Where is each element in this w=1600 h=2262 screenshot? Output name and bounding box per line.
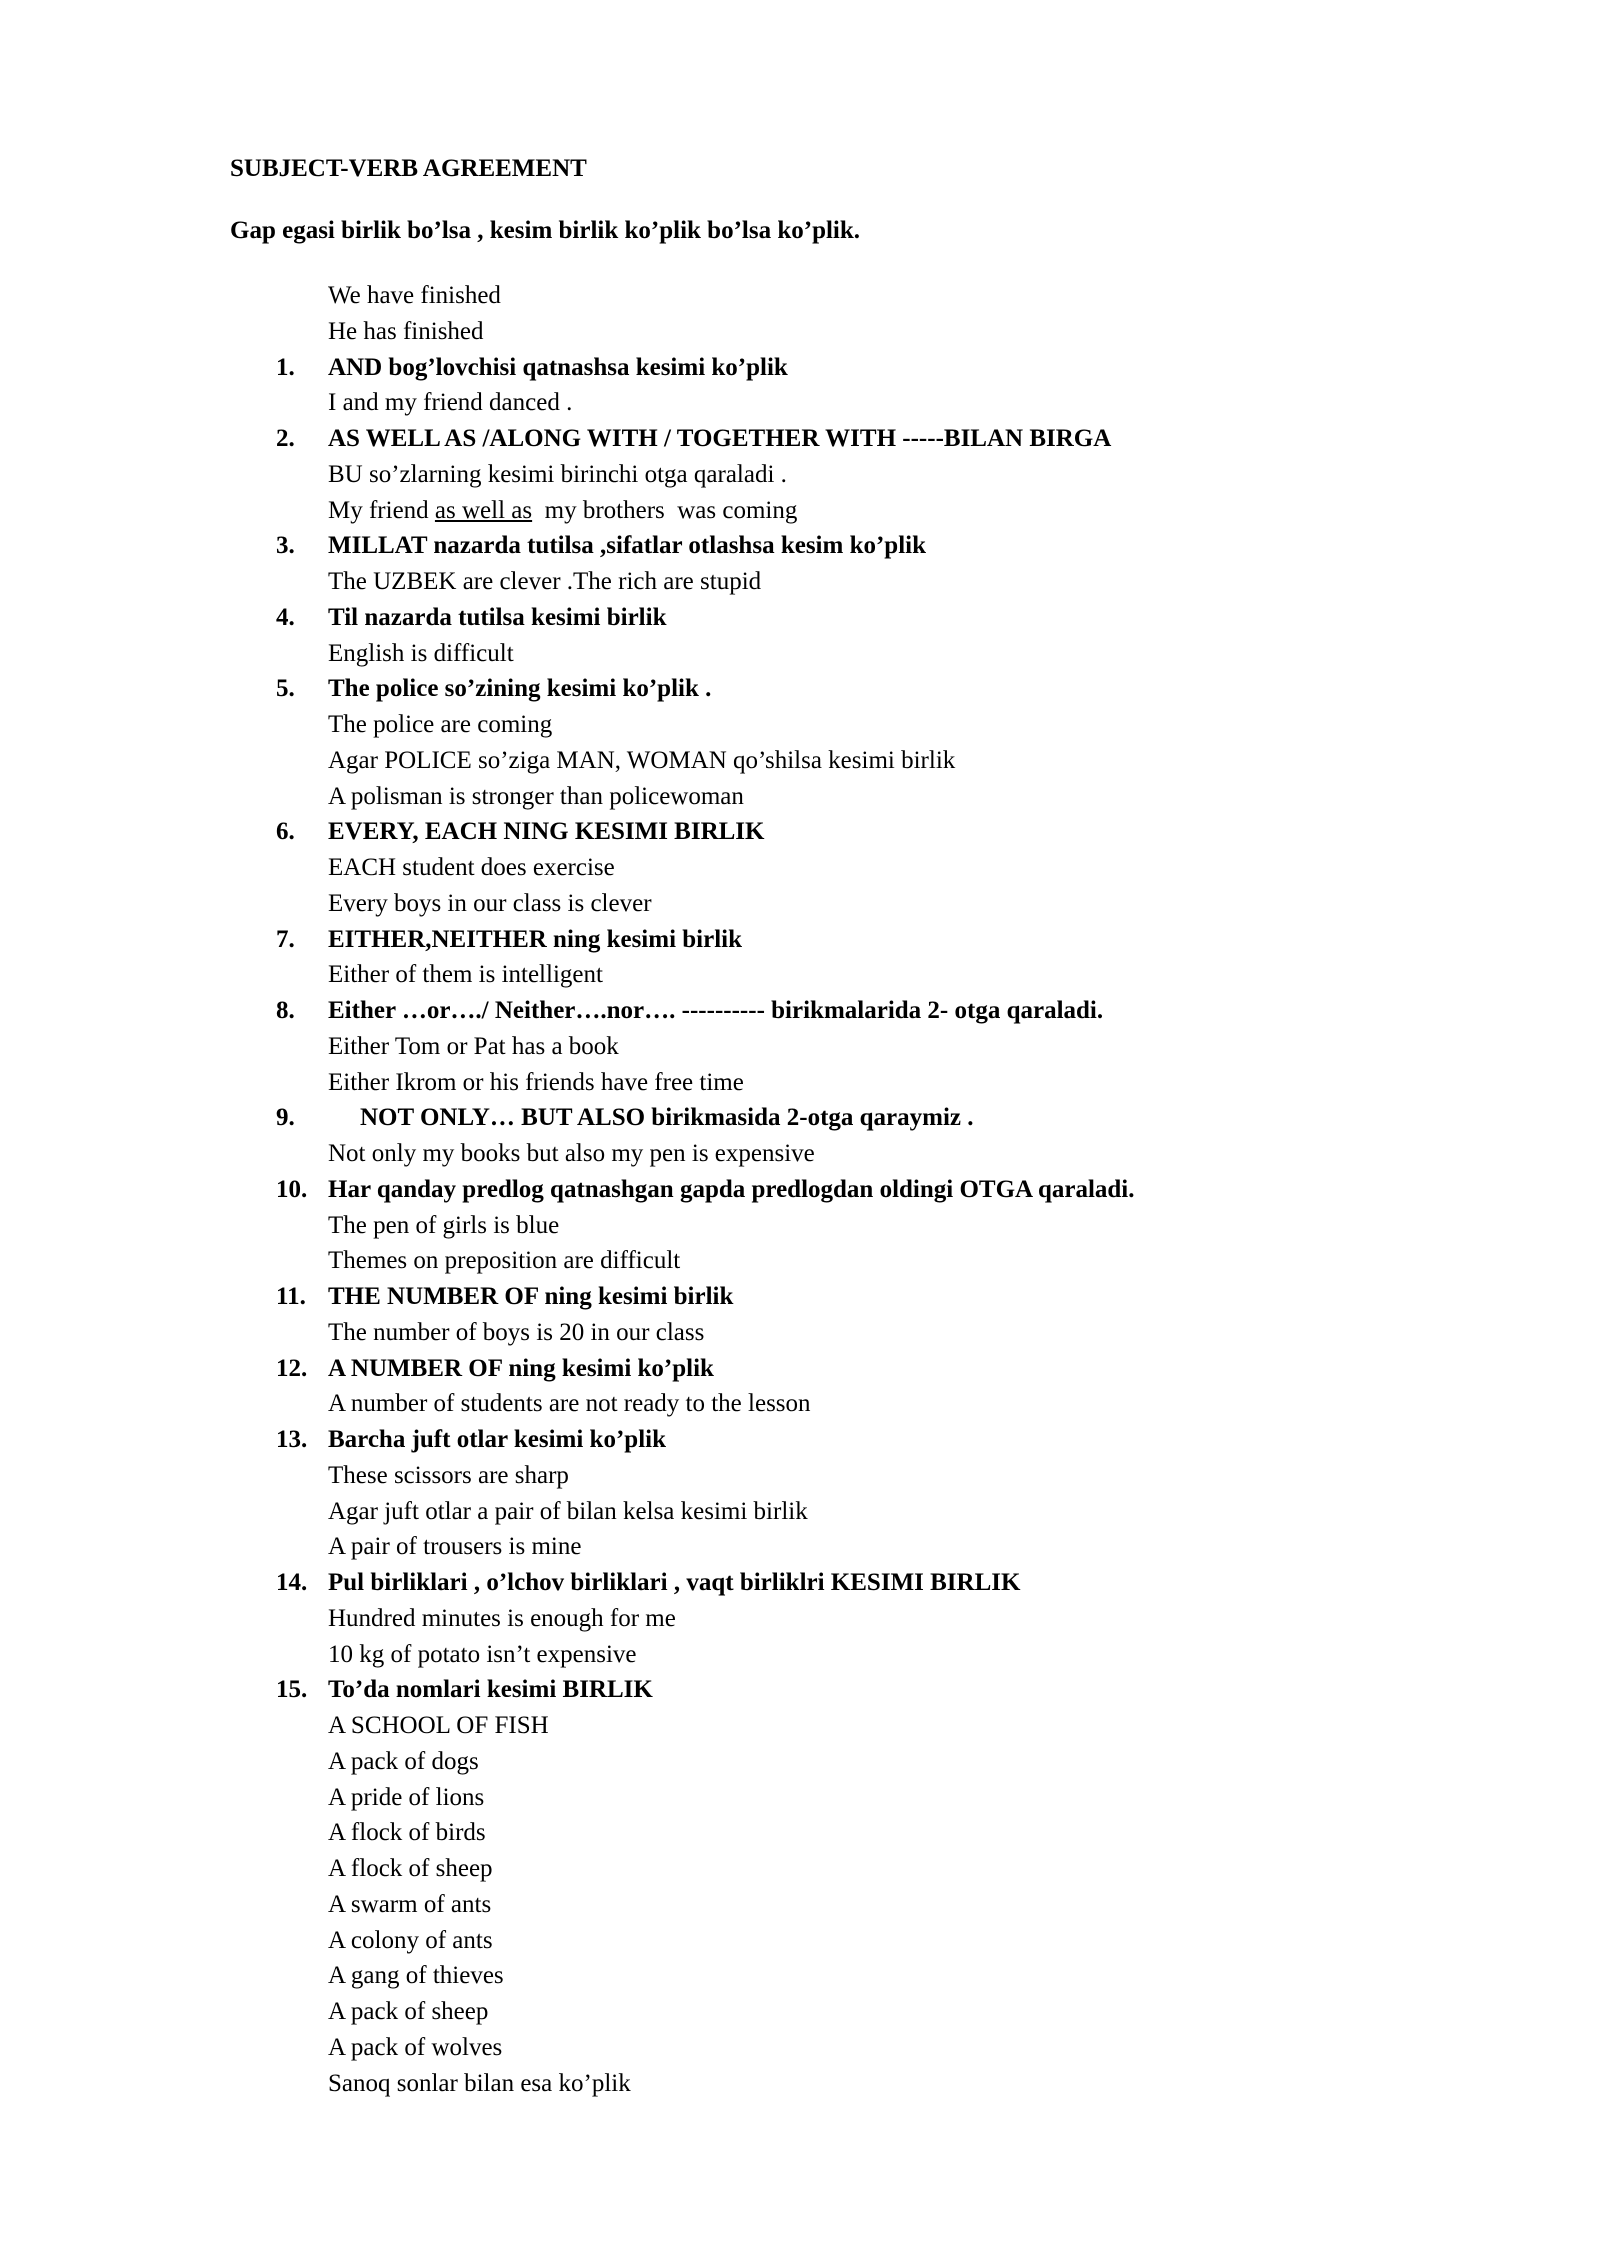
- example-fragment: My friend: [328, 496, 435, 524]
- example-sentence: Not only my books but also my pen is expensive: [328, 1140, 815, 1167]
- example-line: [0, 779, 1600, 815]
- example-sentence: A swarm of ants: [328, 1890, 492, 1918]
- section-heading: Pul birliklari , o’lchov birliklari , vaqt birliklri KESIMI BIRLIK: [328, 1569, 1021, 1596]
- section-heading-line: [0, 1172, 1600, 1208]
- example-line: [0, 850, 1600, 886]
- example-line: [0, 1136, 1600, 1172]
- intro-line: [0, 314, 1600, 350]
- example-sentence: A pride of lions: [328, 1783, 485, 1811]
- section-number: 8.: [276, 997, 295, 1024]
- example-line: [0, 743, 1600, 779]
- example-line: [0, 1887, 1600, 1923]
- example-sentence: 10 kg of potato isn’t expensive: [328, 1640, 637, 1668]
- section-heading-line: [0, 1279, 1600, 1315]
- main-rule: Gap egasi birlik bo’lsa , kesim birlik ko’plik bo’lsa ko’plik.: [230, 217, 861, 244]
- example-line: [0, 1708, 1600, 1744]
- rules-list: [0, 278, 1600, 2101]
- section-heading-line: [0, 528, 1600, 564]
- section-heading: AND bog’lovchisi qatnashsa kesimi ko’plik: [328, 353, 788, 381]
- example-line-underlined: [0, 493, 1600, 529]
- section-number: 6.: [276, 818, 295, 846]
- section-heading: THE NUMBER OF ning kesimi birlik: [328, 1283, 734, 1310]
- example-line: [0, 2066, 1600, 2102]
- section-heading-line: [0, 1351, 1600, 1387]
- section-number: 14.: [276, 1569, 308, 1596]
- section-number: 7.: [276, 925, 295, 953]
- example-sentence: Either of them is intelligent: [328, 961, 603, 989]
- section-heading: NOT ONLY… BUT ALSO birikmasida 2-otga qaraymiz .: [360, 1104, 974, 1132]
- example-sentence: Agar juft otlar a pair of bilan kelsa kesimi birlik: [328, 1497, 808, 1525]
- section-heading: AS WELL AS /ALONG WITH / TOGETHER WITH -----BILAN BIRGA: [328, 425, 1112, 452]
- example-sentence: EACH student does exercise: [328, 854, 615, 881]
- section-heading-line: [0, 421, 1600, 457]
- section-heading-line: [0, 350, 1600, 386]
- section-number: 1.: [276, 353, 295, 381]
- example-line: [0, 1458, 1600, 1494]
- section-heading: Either …or…./ Neither….nor…. ---------- birikmalarida 2- otga qaraladi.: [328, 997, 1104, 1024]
- example-sentence: A SCHOOL OF FISH: [328, 1712, 549, 1739]
- section-heading: A NUMBER OF ning kesimi ko’plik: [328, 1354, 714, 1382]
- section-heading-line: [0, 922, 1600, 958]
- example-sentence: I and my friend danced .: [328, 389, 573, 417]
- example-sentence: BU so’zlarning kesimi birinchi otga qaraladi .: [328, 460, 787, 488]
- example-line: [0, 1815, 1600, 1851]
- example-line: [0, 886, 1600, 922]
- section-heading: The police so’zining kesimi ko’plik .: [328, 675, 712, 703]
- example-line: [0, 564, 1600, 600]
- example-line: [0, 1386, 1600, 1422]
- example-sentence: Every boys in our class is clever: [328, 889, 652, 917]
- example-line: [0, 1029, 1600, 1065]
- example-sentence: The UZBEK are clever .The rich are stupid: [328, 568, 762, 595]
- example-line: [0, 636, 1600, 672]
- example-line: [0, 1994, 1600, 2030]
- example-sentence: Either Tom or Pat has a book: [328, 1032, 619, 1060]
- example-sentence: Sanoq sonlar bilan esa ko’plik: [328, 2069, 631, 2097]
- example-line: [0, 457, 1600, 493]
- underlined-phrase: as well as: [434, 496, 533, 524]
- section-heading-line: [0, 671, 1600, 707]
- section-heading: To’da nomlari kesimi BIRLIK: [328, 1676, 653, 1704]
- example-sentence: The pen of girls is blue: [328, 1211, 560, 1239]
- section-heading: MILLAT nazarda tutilsa ,sifatlar otlashsa kesim ko’plik: [328, 532, 926, 560]
- example-sentence: We have finished: [328, 282, 501, 309]
- example-sentence: Themes on preposition are difficult: [328, 1247, 681, 1275]
- example-fragment: my brothers was coming: [532, 496, 798, 524]
- section-heading: EVERY, EACH NING KESIMI BIRLIK: [328, 818, 765, 846]
- section-number: 5.: [276, 675, 295, 703]
- example-sentence: The police are coming: [328, 711, 553, 738]
- example-line: [0, 385, 1600, 421]
- section-number: 12.: [276, 1354, 308, 1382]
- example-line: [0, 1243, 1600, 1279]
- example-sentence: He has finished: [328, 317, 484, 345]
- example-sentence: These scissors are sharp: [328, 1461, 569, 1489]
- example-sentence: Agar POLICE so’ziga MAN, WOMAN qo’shilsa kesimi birlik: [328, 746, 956, 774]
- document-title: SUBJECT-VERB AGREEMENT: [230, 155, 587, 182]
- intro-line: [0, 278, 1600, 314]
- example-sentence: Hundred minutes is enough for me: [328, 1604, 676, 1632]
- section-number: 13.: [276, 1426, 308, 1453]
- example-line: [0, 707, 1600, 743]
- example-line: [0, 1780, 1600, 1816]
- section-number: 3.: [276, 532, 295, 560]
- section-number: 9.: [276, 1104, 295, 1132]
- section-heading-line: [0, 814, 1600, 850]
- section-heading: Barcha juft otlar kesimi ko’plik: [328, 1426, 666, 1453]
- example-sentence: A pack of sheep: [328, 1998, 489, 2025]
- example-sentence: A colony of ants: [328, 1926, 493, 1954]
- example-sentence: A polisman is stronger than policewoman: [328, 782, 744, 810]
- example-line: [0, 1208, 1600, 1244]
- example-line: [0, 1494, 1600, 1530]
- section-heading: EITHER,NEITHER ning kesimi birlik: [328, 925, 743, 953]
- example-sentence: A number of students are not ready to the lesson: [328, 1390, 811, 1418]
- section-heading-line: [0, 600, 1600, 636]
- example-line: [0, 1601, 1600, 1637]
- example-line: [0, 1529, 1600, 1565]
- example-line: [0, 1958, 1600, 1994]
- example-sentence: A pack of dogs: [328, 1747, 479, 1775]
- example-line: [0, 1744, 1600, 1780]
- example-sentence: A pair of trousers is mine: [328, 1533, 582, 1561]
- example-line: [0, 957, 1600, 993]
- example-line: [0, 1065, 1600, 1101]
- section-number: 15.: [276, 1676, 308, 1704]
- example-sentence: English is difficult: [328, 639, 514, 667]
- example-sentence: A flock of birds: [328, 1819, 486, 1847]
- example-sentence: A pack of wolves: [328, 2033, 503, 2061]
- section-heading-line: [0, 1672, 1600, 1708]
- example-sentence: Either Ikrom or his friends have free time: [328, 1068, 744, 1096]
- example-sentence: The number of boys is 20 in our class: [328, 1318, 705, 1346]
- section-number: 10.: [276, 1175, 308, 1203]
- example-sentence: A flock of sheep: [328, 1855, 493, 1882]
- example-sentence: [328, 493, 797, 529]
- section-heading-line: [0, 1565, 1600, 1601]
- example-sentence: A gang of thieves: [328, 1962, 504, 1990]
- example-line: [0, 1923, 1600, 1959]
- section-heading-line: [0, 1100, 1600, 1136]
- section-number: 11.: [276, 1283, 306, 1310]
- section-heading: Til nazarda tutilsa kesimi birlik: [328, 603, 667, 631]
- section-number: 4.: [276, 603, 295, 631]
- section-heading-line: [0, 993, 1600, 1029]
- example-line: [0, 1315, 1600, 1351]
- section-heading-line: [0, 1422, 1600, 1458]
- example-line: [0, 1851, 1600, 1887]
- example-line: [0, 1637, 1600, 1673]
- section-number: 2.: [276, 425, 295, 452]
- section-heading: Har qanday predlog qatnashgan gapda predlogdan oldingi OTGA qaraladi.: [328, 1175, 1135, 1203]
- example-line: [0, 2030, 1600, 2066]
